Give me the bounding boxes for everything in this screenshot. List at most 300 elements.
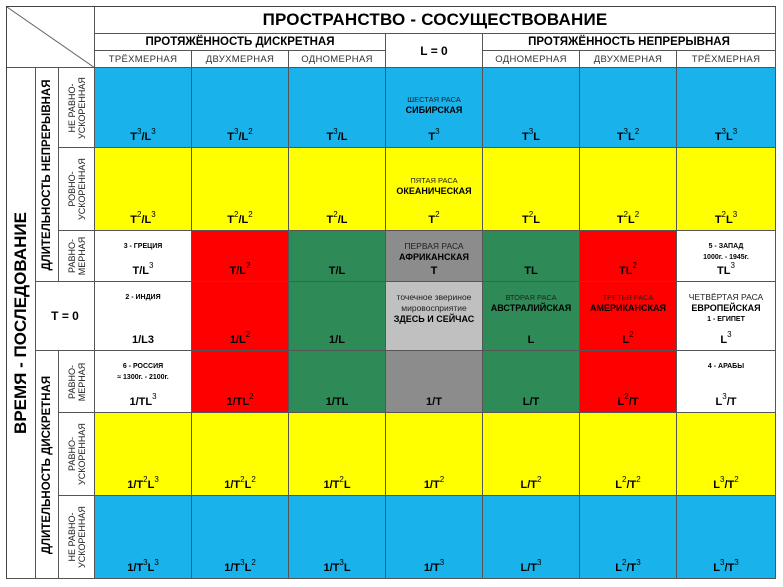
grid-cell <box>192 282 289 351</box>
cell-annotation <box>388 292 480 325</box>
cell-formula <box>677 392 775 408</box>
formula-exponent: 3 <box>623 127 628 137</box>
cell-annotation <box>97 292 189 303</box>
row-label-cell <box>59 496 95 579</box>
grid-cell <box>677 351 776 413</box>
grid-cell <box>483 231 580 282</box>
row-label-line: РАВНО- <box>66 239 77 273</box>
formula-base: T/L <box>328 265 346 277</box>
formula-exponent: 2 <box>333 210 338 220</box>
annotation-line: 1 - ЕГИПЕТ <box>707 316 745 323</box>
cell-formula <box>289 396 385 408</box>
cell-formula <box>677 210 775 226</box>
grid-cell <box>289 351 386 413</box>
formula-exponent: 3 <box>720 475 725 485</box>
formula-base: 1/T <box>127 562 144 574</box>
row-label-line: РАВНО- <box>66 437 77 471</box>
cell-formula <box>192 330 288 346</box>
formula-base: /T <box>626 562 637 574</box>
formula-base: 1/T <box>224 562 241 574</box>
row-label-line: УСКОРЕННАЯ <box>76 423 87 485</box>
corner-cell <box>7 7 95 68</box>
annotation-line: ЕВРОПЕЙСКАЯ <box>691 303 761 313</box>
formula-base: 1/L <box>329 334 345 346</box>
row-label-line: МЕРНАЯ <box>76 236 87 276</box>
grid-cell <box>95 413 192 496</box>
cell-annotation <box>388 175 480 197</box>
t-zero-label: T = 0 <box>36 282 95 351</box>
cell-formula <box>386 396 482 408</box>
grid-cell <box>386 68 483 148</box>
cell-formula <box>483 396 579 408</box>
grid-cell <box>192 413 289 496</box>
formula-exponent: 3 <box>151 127 156 137</box>
cell-annotation <box>97 361 189 383</box>
row-label <box>67 237 87 276</box>
annotation-line: СИБИРСКАЯ <box>405 105 463 115</box>
grid-cell <box>386 148 483 231</box>
cell-formula <box>677 127 775 143</box>
formula-base: 1/T <box>423 479 440 491</box>
cell-formula <box>289 475 385 491</box>
formula-base: T <box>616 131 624 143</box>
formula-exponent: 2 <box>143 475 148 485</box>
formula-base: /L <box>141 131 152 143</box>
grid-cell <box>95 148 192 231</box>
annotation-line: ТРЕТЬЯ РАСА <box>602 293 654 302</box>
formula-exponent: 2 <box>634 127 640 137</box>
grid-cell <box>580 496 677 579</box>
row-label-cell <box>59 351 95 413</box>
formula-base: T <box>326 131 334 143</box>
header-left-group: ПРОТЯЖЁННОСТЬ ДИСКРЕТНАЯ <box>95 34 386 51</box>
row-label <box>67 506 87 568</box>
cell-formula <box>95 334 191 346</box>
formula-exponent: 3 <box>152 392 157 402</box>
formula-exponent: 2 <box>624 392 629 402</box>
formula-base: 1/T <box>423 562 440 574</box>
row-label-line: РАВНО- <box>66 364 77 399</box>
formula-base: L <box>615 562 623 574</box>
formula-base: L <box>615 479 623 491</box>
cell-formula <box>95 210 191 226</box>
grid-cell <box>192 351 289 413</box>
annotation-line: 2 - ИНДИЯ <box>125 294 161 301</box>
formula-exponent: 3 <box>143 558 148 568</box>
cell-formula <box>192 392 288 408</box>
formula-exponent: 3 <box>154 475 159 485</box>
formula-base: 1/TL <box>325 396 349 408</box>
formula-base: L <box>617 396 625 408</box>
formula-exponent: 2 <box>629 330 634 340</box>
formula-exponent: 2 <box>234 210 239 220</box>
cell-formula <box>483 127 579 143</box>
formula-base: 1/T <box>127 479 144 491</box>
formula-base: L <box>533 214 540 226</box>
row-label-cell <box>59 148 95 231</box>
annotation-line: ВТОРАЯ РАСА <box>505 293 557 302</box>
cell-formula <box>289 265 385 277</box>
discrete-duration-label: ДЛИТЕЛЬНОСТЬ ДИСКРЕТНАЯ <box>41 375 53 554</box>
formula-exponent: 3 <box>734 558 739 568</box>
formula-base: /L <box>141 214 152 226</box>
cell-formula <box>289 210 385 226</box>
formula-exponent: 3 <box>730 261 735 271</box>
formula-base: L/T <box>520 479 538 491</box>
grid-cell <box>192 148 289 231</box>
formula-base: 1/TL <box>226 396 250 408</box>
formula-exponent: 3 <box>151 210 156 220</box>
cell-formula <box>386 127 482 143</box>
formula-base: L/T <box>522 396 540 408</box>
row-label <box>67 423 87 485</box>
cell-formula <box>95 392 191 408</box>
grid-cell <box>580 351 677 413</box>
formula-base: L <box>244 479 252 491</box>
annotation-line: 1000г. - 1945г. <box>703 254 749 261</box>
cell-formula <box>192 558 288 574</box>
formula-base: TL <box>717 265 731 277</box>
annotation-line: ЗДЕСЬ И СЕЙЧАС <box>393 314 475 324</box>
formula-base: L <box>628 214 635 226</box>
formula-exponent: 2 <box>632 261 637 271</box>
cell-formula <box>192 127 288 143</box>
grid-cell <box>677 148 776 231</box>
space-time-table <box>6 6 776 579</box>
row-label-line: НЕ РАВНО- <box>66 83 77 132</box>
cell-formula <box>95 558 191 574</box>
formula-base: L <box>726 214 733 226</box>
formula-exponent: 3 <box>537 558 542 568</box>
row-label-line: УСКОРЕННАЯ <box>76 76 87 139</box>
cell-formula <box>95 261 191 277</box>
annotation-line: ЧЕТВЁРТАЯ РАСА <box>688 292 764 302</box>
page-title: ПРОСТРАНСТВО - СОСУЩЕСТВОВАНИЕ <box>95 7 776 34</box>
formula-base: L/T <box>520 562 538 574</box>
formula-base: /L <box>337 131 348 143</box>
formula-exponent: 2 <box>245 330 251 340</box>
cell-formula <box>677 330 775 346</box>
row-label <box>67 77 87 139</box>
formula-base: T <box>326 214 334 226</box>
formula-base: L <box>244 562 252 574</box>
grid-cell <box>95 231 192 282</box>
formula-exponent: 2 <box>528 210 534 220</box>
formula-base: L <box>527 334 535 346</box>
formula-base: L <box>147 562 155 574</box>
formula-exponent: 2 <box>251 475 256 485</box>
formula-exponent: 2 <box>623 210 628 220</box>
grid-cell <box>677 496 776 579</box>
cell-annotation <box>97 241 189 252</box>
header-l-zero: L = 0 <box>386 34 483 68</box>
grid-cell <box>289 148 386 231</box>
formula-base: T <box>227 131 235 143</box>
col-header: ТРЁХМЕРНАЯ <box>677 51 776 68</box>
grid-cell <box>386 231 483 282</box>
formula-base: 1/L3 <box>131 334 154 346</box>
cell-formula <box>580 558 676 574</box>
formula-base: L <box>713 562 721 574</box>
annotation-line: ОКЕАНИЧЕСКАЯ <box>396 186 472 196</box>
formula-base: T <box>714 131 722 143</box>
formula-exponent: 3 <box>720 558 725 568</box>
cell-annotation <box>582 292 674 314</box>
annotation-line: мировосприятие <box>401 303 467 313</box>
cell-annotation <box>679 241 773 263</box>
formula-exponent: 3 <box>333 127 338 137</box>
formula-base: 1/TL <box>129 396 153 408</box>
annotation-line: ШЕСТАЯ РАСА <box>407 95 461 104</box>
grid-cell <box>483 148 580 231</box>
formula-exponent: 3 <box>137 127 142 137</box>
grid-cell <box>95 282 192 351</box>
grid-cell <box>95 351 192 413</box>
formula-exponent: 3 <box>154 558 159 568</box>
formula-exponent: 2 <box>248 127 253 137</box>
col-header: ОДНОМЕРНАЯ <box>289 51 386 68</box>
cell-formula <box>580 475 676 491</box>
formula-base: T <box>522 214 529 226</box>
formula-base: T <box>616 214 624 226</box>
annotation-line: точечное звериное <box>396 292 472 302</box>
formula-base: 1/T <box>323 479 340 491</box>
formula-base: T <box>714 214 722 226</box>
col-header: ДВУХМЕРНАЯ <box>192 51 289 68</box>
col-header: ТРЁХМЕРНАЯ <box>95 51 192 68</box>
formula-base: /T <box>726 396 737 408</box>
grid-cell <box>95 68 192 148</box>
header-right-group: ПРОТЯЖЁННОСТЬ НЕПРЕРЫВНАЯ <box>483 34 776 51</box>
cell-formula <box>483 558 579 574</box>
formula-base: 1/T <box>426 396 442 408</box>
cell-formula <box>677 558 775 574</box>
formula-exponent: 3 <box>528 127 534 137</box>
formula-exponent: 2 <box>439 475 445 485</box>
annotation-line: 4 - АРАБЫ <box>707 363 745 370</box>
col-header: ОДНОМЕРНАЯ <box>483 51 580 68</box>
formula-base: 1/T <box>323 562 340 574</box>
cell-formula <box>580 392 676 408</box>
formula-exponent: 3 <box>149 261 154 271</box>
annotation-line: АФРИКАНСКАЯ <box>399 252 469 262</box>
formula-base: L <box>343 479 351 491</box>
grid-cell <box>192 231 289 282</box>
formula-exponent: 3 <box>636 558 641 568</box>
grid-cell <box>386 496 483 579</box>
cell-formula <box>483 475 579 491</box>
formula-exponent: 2 <box>721 210 726 220</box>
formula-base: L <box>343 562 351 574</box>
formula-exponent: 2 <box>634 210 640 220</box>
grid-cell <box>192 496 289 579</box>
formula-exponent: 2 <box>537 475 542 485</box>
row-label-cell <box>59 231 95 282</box>
cell-formula <box>386 558 482 574</box>
formula-exponent: 3 <box>439 558 445 568</box>
grid-cell <box>386 413 483 496</box>
cell-annotation <box>485 292 577 314</box>
cell-formula <box>192 475 288 491</box>
formula-exponent: 3 <box>722 392 727 402</box>
annotation-line: ПЯТАЯ РАСА <box>410 176 458 185</box>
formula-base: T <box>430 265 438 277</box>
grid-cell <box>483 282 580 351</box>
formula-exponent: 2 <box>249 392 254 402</box>
formula-exponent: 2 <box>251 558 256 568</box>
grid-cell <box>386 282 483 351</box>
cell-formula <box>483 265 579 277</box>
formula-exponent: 2 <box>246 261 251 271</box>
formula-base: T <box>522 131 529 143</box>
formula-base: L <box>628 131 635 143</box>
formula-exponent: 2 <box>248 210 253 220</box>
formula-exponent: 2 <box>240 475 245 485</box>
formula-base: L <box>713 479 721 491</box>
row-label <box>67 158 87 220</box>
formula-exponent: 3 <box>339 558 344 568</box>
formula-exponent: 2 <box>622 558 627 568</box>
formula-exponent: 3 <box>727 330 732 340</box>
formula-base: L <box>726 131 733 143</box>
formula-base: L <box>147 479 155 491</box>
formula-base: T/L <box>229 265 247 277</box>
col-header: ДВУХМЕРНАЯ <box>580 51 677 68</box>
formula-base: L <box>720 334 728 346</box>
formula-exponent: 3 <box>732 127 738 137</box>
formula-base: T <box>227 214 235 226</box>
formula-exponent: 3 <box>721 127 726 137</box>
grid-cell <box>580 282 677 351</box>
formula-base: /T <box>724 479 735 491</box>
grid-cell <box>386 351 483 413</box>
formula-base: L <box>622 334 630 346</box>
formula-base: /T <box>626 479 637 491</box>
cell-formula <box>483 334 579 346</box>
grid-cell <box>483 351 580 413</box>
row-label-line: УСКОРЕННАЯ <box>76 158 87 220</box>
cell-formula <box>289 334 385 346</box>
grid-cell <box>289 282 386 351</box>
grid-cell <box>289 496 386 579</box>
cell-annotation <box>679 361 773 372</box>
grid-cell <box>677 282 776 351</box>
cell-formula <box>677 261 775 277</box>
formula-base: T/L <box>132 265 150 277</box>
row-label <box>67 362 87 401</box>
grid-cell <box>95 496 192 579</box>
formula-exponent: 3 <box>234 127 239 137</box>
grid-cell <box>483 496 580 579</box>
grid-cell <box>289 413 386 496</box>
discrete-group-cell <box>36 351 59 579</box>
annotation-line: ПЕРВАЯ РАСА <box>404 241 464 251</box>
formula-exponent: 3 <box>732 210 738 220</box>
grid-cell <box>677 231 776 282</box>
cell-annotation <box>388 94 480 116</box>
formula-base: TL <box>619 265 633 277</box>
formula-base: /T <box>724 562 735 574</box>
formula-base: T <box>428 131 436 143</box>
annotation-line: 5 - ЗАПАД <box>708 243 744 250</box>
row-label-line: РОВНО- <box>66 171 77 207</box>
row-label-line: НЕ РАВНО- <box>66 512 77 562</box>
row-label-line: УСКОРЕННАЯ <box>76 506 87 568</box>
grid-cell <box>289 68 386 148</box>
formula-exponent: 2 <box>435 210 440 220</box>
annotation-line: 3 - ГРЕЦИЯ <box>123 243 163 250</box>
cell-formula <box>192 210 288 226</box>
formula-base: T <box>428 214 436 226</box>
cell-formula <box>580 210 676 226</box>
formula-base: L <box>715 396 723 408</box>
formula-base: /L <box>238 214 249 226</box>
grid-cell <box>580 231 677 282</box>
grid-cell <box>483 413 580 496</box>
grid-cell <box>289 231 386 282</box>
grid-cell <box>192 68 289 148</box>
cell-formula <box>289 558 385 574</box>
grid-cell <box>677 68 776 148</box>
continuous-group-cell <box>36 68 59 282</box>
formula-exponent: 2 <box>636 475 641 485</box>
formula-base: /L <box>337 214 348 226</box>
cell-formula <box>95 475 191 491</box>
grid-cell <box>580 148 677 231</box>
time-axis-label: ВРЕМЯ - ПОСЛЕДОВАНИЕ <box>11 212 30 434</box>
cell-formula <box>677 475 775 491</box>
cell-formula <box>289 127 385 143</box>
formula-exponent: 2 <box>734 475 739 485</box>
formula-base: T <box>130 214 138 226</box>
grid-cell <box>580 413 677 496</box>
continuous-duration-label: ДЛИТЕЛЬНОСТЬ НЕПРЕРЫВНАЯ <box>41 78 53 271</box>
row-label-cell <box>59 413 95 496</box>
cell-formula <box>483 210 579 226</box>
formula-base: 1/L <box>229 334 246 346</box>
formula-exponent: 3 <box>240 558 245 568</box>
cell-formula <box>192 261 288 277</box>
formula-base: /L <box>238 131 249 143</box>
cell-formula <box>580 127 676 143</box>
time-axis-label-cell <box>7 68 36 579</box>
row-label-line: МЕРНАЯ <box>76 362 87 401</box>
annotation-line: АМЕРИКАНСКАЯ <box>590 303 666 313</box>
annotation-line: АВСТРАЛИЙСКАЯ <box>490 303 572 313</box>
annotation-line: ≈ 1300г. - 2100г. <box>117 374 169 381</box>
formula-exponent: 2 <box>137 210 142 220</box>
grid-cell <box>580 68 677 148</box>
formula-exponent: 2 <box>339 475 344 485</box>
formula-base: /T <box>628 396 639 408</box>
formula-base: 1/T <box>224 479 241 491</box>
annotation-line: 6 - РОССИЯ <box>122 363 164 370</box>
cell-formula <box>580 330 676 346</box>
cell-formula <box>580 261 676 277</box>
cell-annotation <box>679 292 773 325</box>
cell-formula <box>386 265 482 277</box>
cell-annotation <box>388 241 480 263</box>
grid-cell <box>483 68 580 148</box>
formula-exponent: 2 <box>622 475 627 485</box>
formula-base: L <box>533 131 540 143</box>
formula-base: T <box>130 131 138 143</box>
grid-cell <box>677 413 776 496</box>
formula-exponent: 3 <box>435 127 440 137</box>
cell-formula <box>386 210 482 226</box>
formula-base: TL <box>524 265 538 277</box>
cell-formula <box>95 127 191 143</box>
